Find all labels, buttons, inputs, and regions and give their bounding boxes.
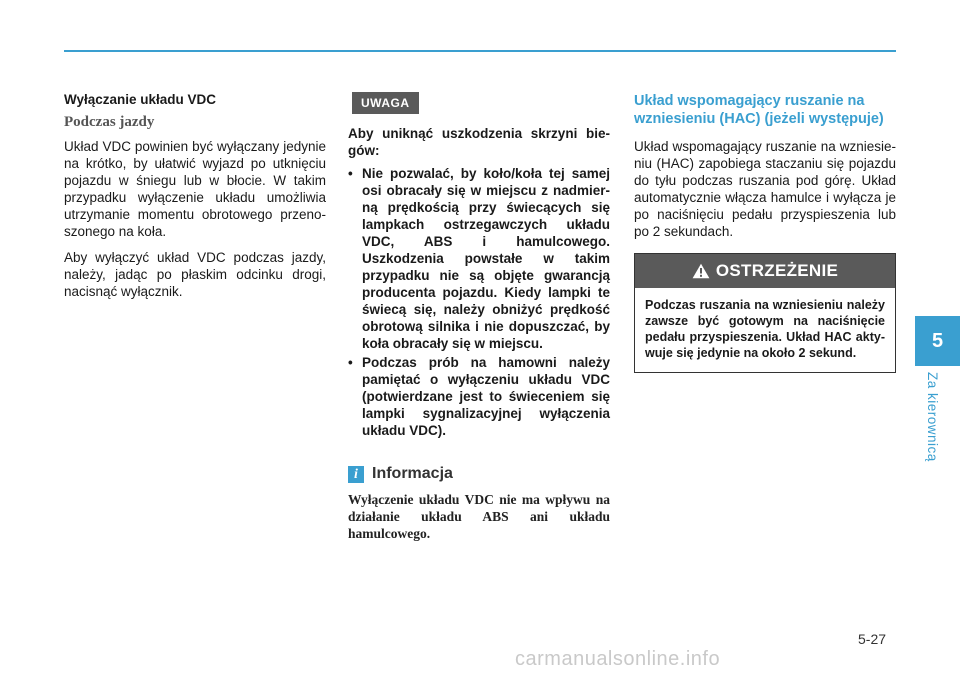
warning-triangle-icon [692,263,710,279]
list-item-text: Podczas prób na hamowni należy pamiętać o wyłączeniu układu VDC (potwierdzane jest to świeceniem się lampki sygnalizacyjnej wyłączenia układu VDC). [362,355,610,438]
caution-intro: Aby uniknąć uszkodzenia skrzyni biegów: [348,126,610,158]
info-title: Informacja [372,465,453,482]
caution-badge: UWAGA [352,92,419,114]
info-text: Wyłączenie układu VDC nie ma wpływu na działanie układu ABS ani układu hamulcowego. [348,492,610,541]
warning-box [634,253,896,373]
section-heading: Układ wspomagający ruszanie na wzniesieniu (HAC) (jeżeli występuje) [634,93,884,127]
warning-text: Podczas ruszania na wzniesieniu należy zawsze być gotowym na naciśnięcie pedału przyspieszenia. Układ HAC aktywuje się jedynie na około 2 sekund. [645,298,885,360]
top-rule [64,50,896,52]
page-number: 5-27 [858,631,887,647]
column-caution [348,92,610,542]
paragraph: Układ VDC powinien być wyłączany jedynie na krótko, by ułatwić wyjazd po utknięciu pojazdu w śniegu lub w błocie. W takim przypadku wyłączenie układu umożliwia utrzymanie momentu obrotowego przenoszonego na koła. [64,139,326,239]
list-item [348,165,610,352]
list-item-text: Nie pozwalać, by koło/koła tej samej osi obracały się w miejscu z nadmierną prędkością przy świecących się lampkach ostrzegawczych układu VDC, ABS i hamulcowego. Uszkodzenia powstałe w takim przypadku nie są objęte gwarancją producenta pojazdu. Kiedy lampki te świecą się, należy obniżyć prędkość obrotową silnika i nie dopuszczać, by koła obracały się w miejscu. [362,166,610,351]
warning-title: OSTRZEŻENIE [715,261,839,280]
subheading: Podczas jazdy [64,114,155,130]
info-icon: i [348,466,364,483]
paragraph: Aby wyłączyć układ VDC podczas jazdy, należy, jadąc po płaskim odcinku drogi, nacisnąć wyłącznik. [64,250,326,299]
column-vdc-off [64,92,326,309]
section-heading: Wyłączanie układu VDC [64,92,217,107]
info-header [348,465,610,483]
bullet-symbol: • [348,355,353,370]
caution-list [348,165,610,439]
column-hac [634,92,896,373]
list-item [348,354,610,439]
chapter-label: Za kierownicą [925,372,940,462]
paragraph: Układ wspomagający ruszanie na wzniesieniu (HAC) zapobiega staczaniu się pojazdu do tyłu podczas ruszania pod górę. Układ automatycznie włącza hamulce i wyłącza je po naciśnięciu pedału przyspieszenia lub po 2 sekundach. [634,139,896,239]
watermark: carmanualsonline.info [515,648,721,670]
chapter-tab[interactable]: 5 [915,316,960,366]
bullet-symbol: • [348,166,353,181]
warning-header [635,254,895,288]
